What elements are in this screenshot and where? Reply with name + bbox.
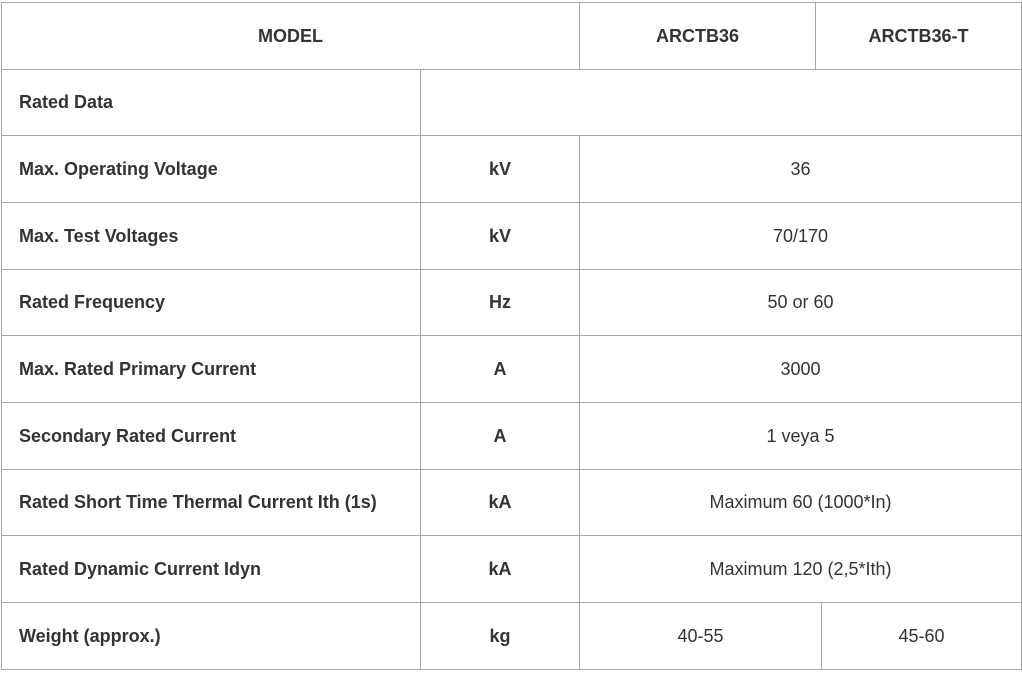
row-label: Max. Test Voltages: [19, 225, 179, 246]
row-label: Max. Operating Voltage: [19, 158, 218, 179]
row-value: Maximum 120 (2,5*Ith): [709, 558, 892, 579]
row-value-cell: [579, 269, 1022, 336]
row-unit-cell: [420, 335, 580, 403]
row-unit-cell: [420, 535, 580, 603]
row-label-cell: [1, 469, 421, 536]
row-label: Rated Dynamic Current Idyn: [19, 558, 262, 579]
weight-value-a-cell: [579, 602, 822, 670]
row-label-cell: [1, 335, 421, 403]
weight-unit-cell: [420, 602, 580, 670]
row-unit-cell: [420, 402, 580, 470]
row-unit-cell: [420, 202, 580, 270]
row-value-cell: [579, 469, 1022, 536]
row-value-cell: [579, 535, 1022, 603]
weight-value-b: 45-60: [898, 625, 945, 646]
row-value: 1 veya 5: [766, 425, 835, 446]
row-value-cell: [579, 335, 1022, 403]
row-unit: A: [493, 358, 507, 379]
row-label-cell: [1, 202, 421, 270]
row-unit-cell: [420, 135, 580, 203]
weight-unit: kg: [489, 625, 511, 646]
header-model-b-cell: [815, 2, 1022, 70]
row-value: Maximum 60 (1000*In): [709, 492, 892, 512]
weight-label: Weight (approx.): [19, 625, 161, 646]
header-model-label: MODEL: [258, 25, 323, 46]
row-label: Max. Rated Primary Current: [19, 358, 257, 379]
row-value-cell: [579, 135, 1022, 203]
row-label-cell: [1, 535, 421, 603]
header-model-a-label: ARCTB36: [655, 25, 739, 46]
row-value-cell: [579, 402, 1022, 470]
section-rated-data-cell: [1, 69, 421, 136]
row-label-cell: [1, 269, 421, 336]
row-label: Rated Frequency: [19, 292, 166, 312]
weight-label-cell: [1, 602, 421, 670]
row-value: 3000: [780, 358, 821, 379]
row-label: Secondary Rated Current: [19, 425, 237, 446]
row-unit: kA: [488, 492, 512, 512]
row-unit: kV: [488, 225, 512, 246]
row-label: Rated Short Time Thermal Current Ith (1s): [19, 492, 377, 512]
row-unit: A: [493, 425, 507, 446]
row-label-cell: [1, 135, 421, 203]
row-unit: kV: [488, 158, 512, 179]
row-value: 36: [790, 158, 811, 179]
header-model-a-cell: [579, 2, 816, 70]
row-unit-cell: [420, 469, 580, 536]
section-blank-cell: [420, 69, 1022, 136]
header-model-cell: [1, 2, 580, 70]
row-value: 50 or 60: [767, 292, 834, 312]
row-unit: kA: [488, 558, 512, 579]
header-model-b-label: ARCTB36-T: [868, 25, 969, 46]
row-unit: Hz: [489, 292, 511, 312]
row-label-cell: [1, 402, 421, 470]
row-unit-cell: [420, 269, 580, 336]
weight-value-a: 40-55: [677, 625, 724, 646]
section-label: Rated Data: [19, 92, 114, 112]
row-value: 70/170: [772, 225, 829, 246]
weight-value-b-cell: [821, 602, 1022, 670]
row-value-cell: [579, 202, 1022, 270]
